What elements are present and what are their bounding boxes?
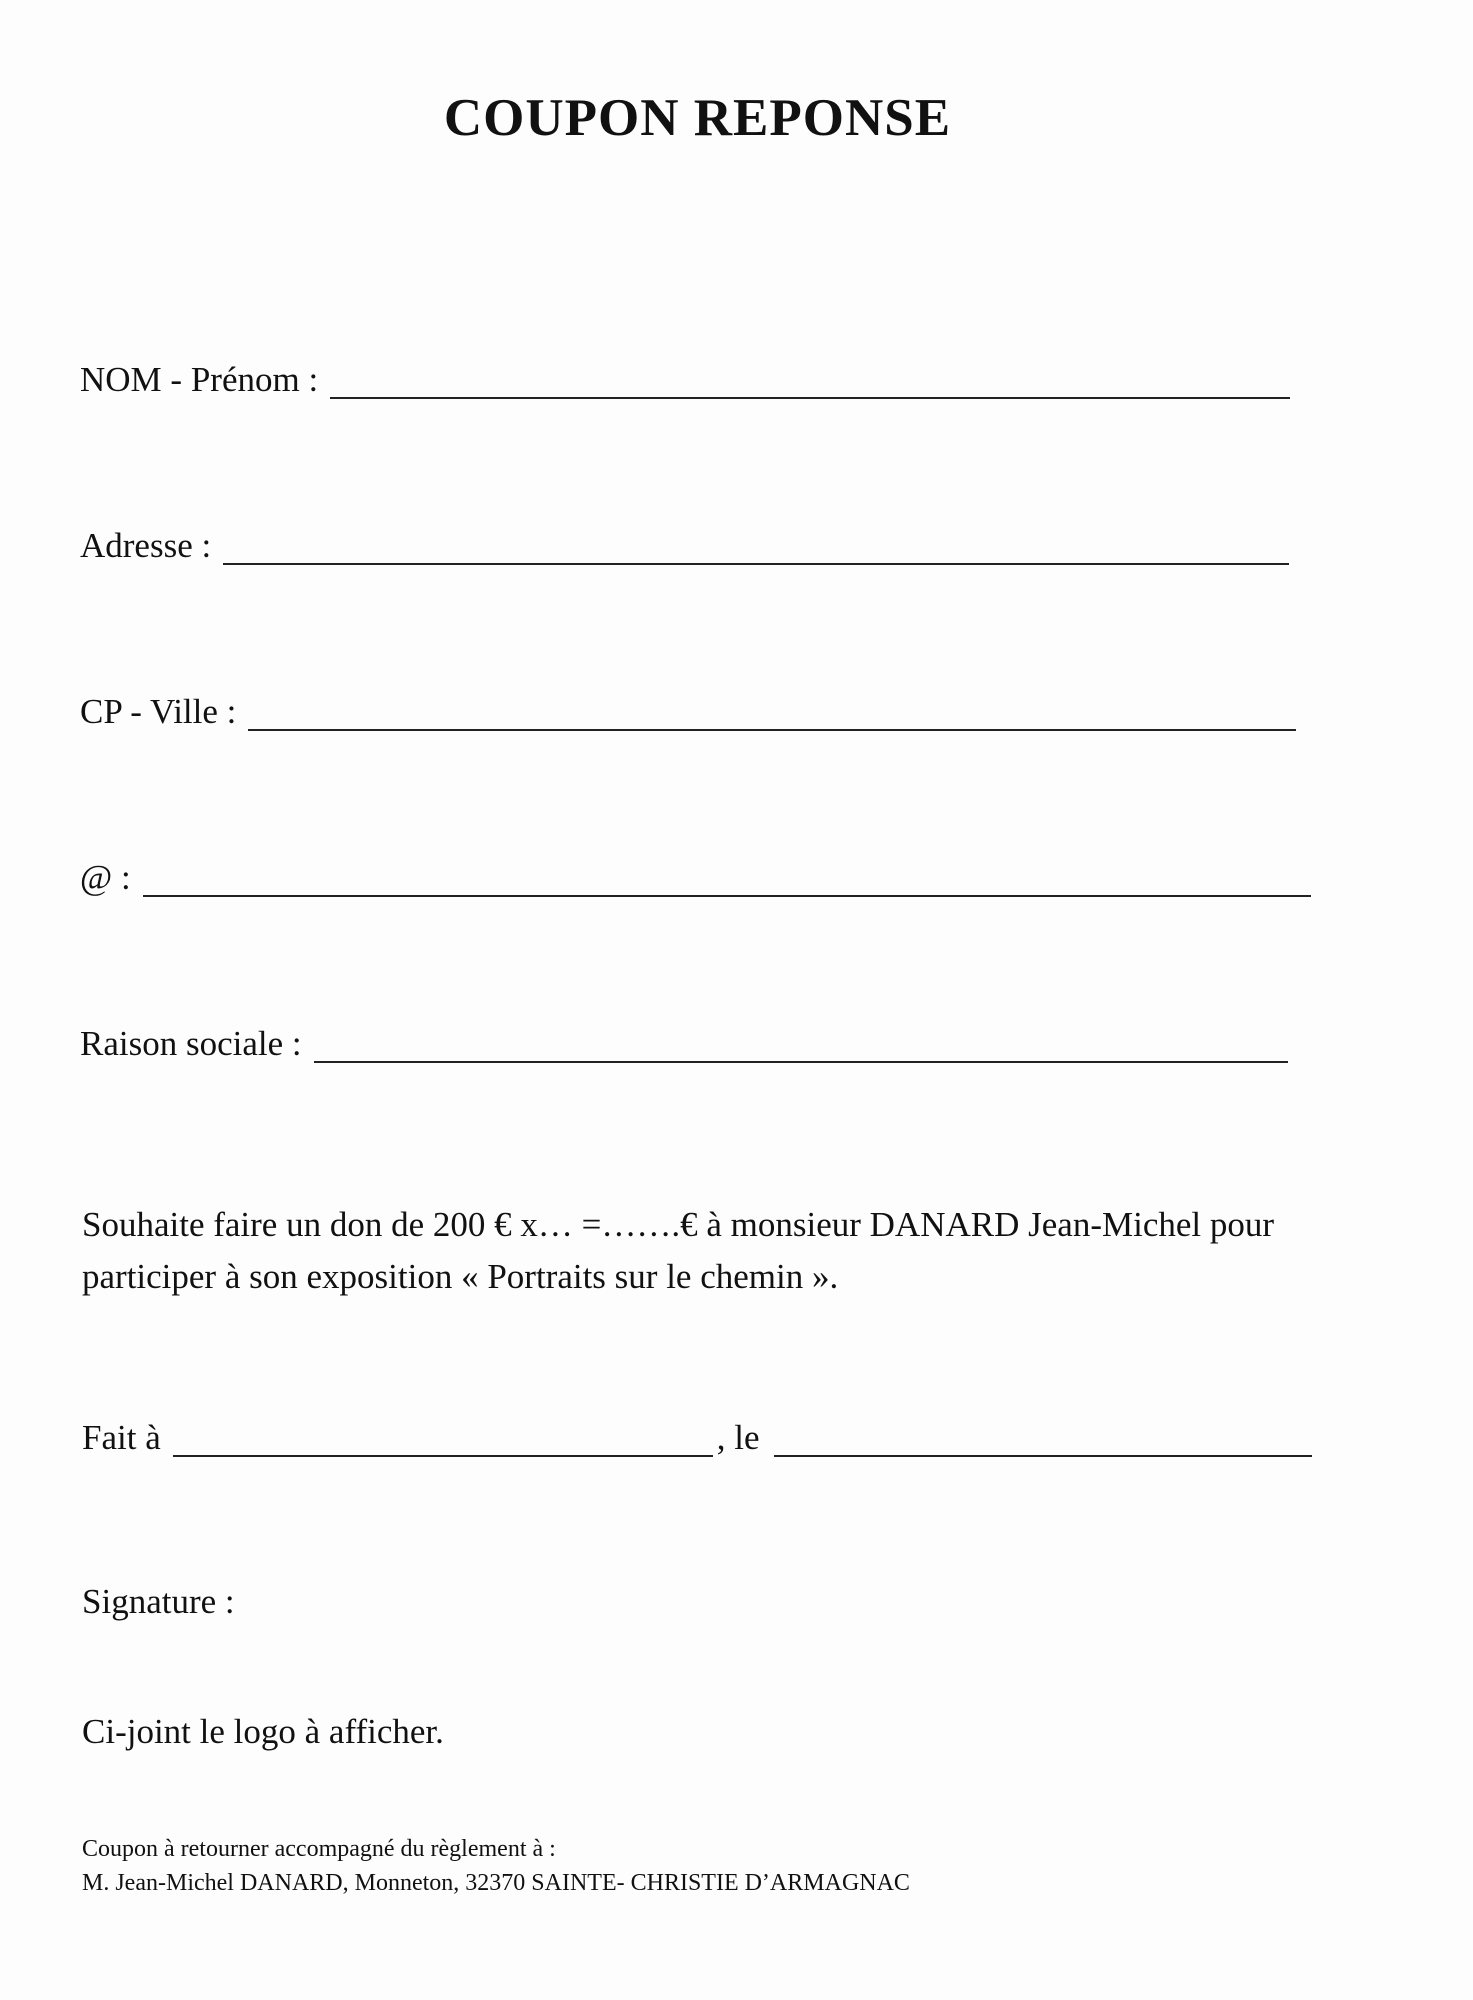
footer-line1: Coupon à retourner accompagné du règlement à : bbox=[82, 1836, 556, 1862]
don-text-line1: Souhaite faire un don de 200 € x… =…….€ à monsieur DANARD Jean-Michel pour bbox=[82, 1205, 1275, 1244]
signature-label: Signature : bbox=[82, 1582, 235, 1621]
email-label: @ : bbox=[80, 858, 131, 897]
nom-prenom-field[interactable] bbox=[80, 362, 1290, 397]
fait-a-date-line[interactable] bbox=[774, 1445, 1312, 1457]
fait-a-separator: , le bbox=[716, 1418, 760, 1457]
footer bbox=[82, 1832, 910, 1900]
nom-prenom-label: NOM - Prénom : bbox=[80, 360, 319, 399]
fait-a-place-line[interactable] bbox=[173, 1445, 713, 1457]
fait-a-label: Fait à bbox=[82, 1418, 161, 1457]
adresse-field[interactable] bbox=[80, 528, 1289, 563]
email-field[interactable] bbox=[80, 860, 1311, 895]
raison-sociale-field[interactable] bbox=[80, 1026, 1288, 1061]
cp-ville-field[interactable] bbox=[80, 694, 1296, 729]
adresse-line[interactable] bbox=[223, 553, 1289, 565]
nom-prenom-line[interactable] bbox=[330, 387, 1290, 399]
fait-a-row bbox=[82, 1420, 1312, 1455]
footer-address: M. Jean-Michel DANARD, Monneton, 32370 SAINTE- CHRISTIE D’ARMAGNAC bbox=[82, 1870, 910, 1896]
raison-sociale-line[interactable] bbox=[314, 1051, 1288, 1063]
don-paragraph bbox=[82, 1199, 1342, 1303]
cp-ville-line[interactable] bbox=[248, 719, 1296, 731]
don-text-line2: participer à son exposition « Portraits sur le chemin ». bbox=[82, 1257, 839, 1296]
raison-sociale-label: Raison sociale : bbox=[80, 1024, 302, 1063]
page-title: COUPON REPONSE bbox=[443, 89, 952, 147]
adresse-label: Adresse : bbox=[80, 526, 212, 565]
logo-note: Ci-joint le logo à afficher. bbox=[82, 1712, 444, 1751]
cp-ville-label: CP - Ville : bbox=[80, 692, 237, 731]
email-line[interactable] bbox=[143, 885, 1311, 897]
